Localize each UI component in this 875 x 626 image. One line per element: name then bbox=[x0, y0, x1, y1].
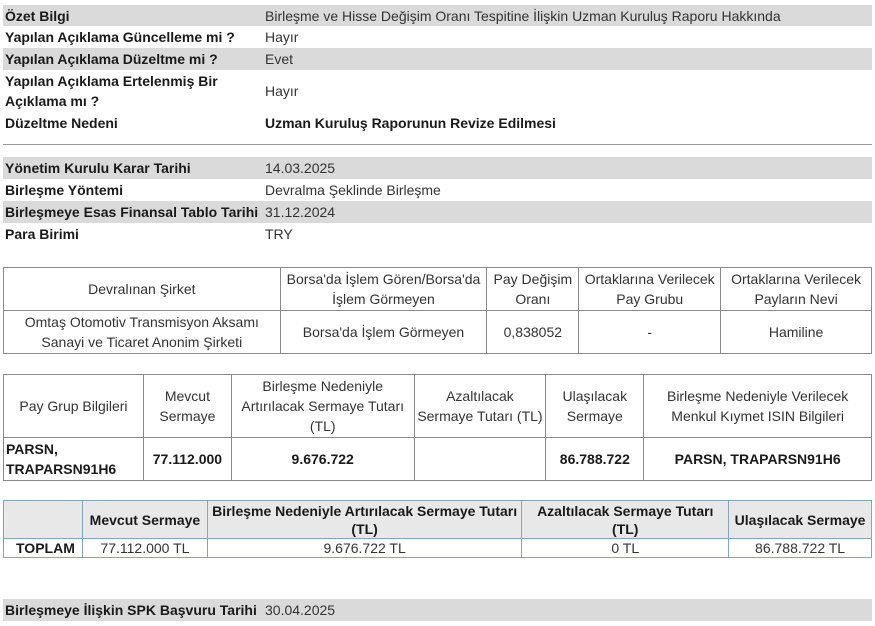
decision-label: Birleşme Yöntemi bbox=[5, 182, 124, 198]
summary-label-line: Açıklama mı ? bbox=[5, 93, 100, 109]
table-cell: - bbox=[579, 311, 721, 354]
column-header: Birleşme Nedeniyle Verilecek Menkul Kıymet ISIN Bilgileri bbox=[644, 375, 872, 438]
spk-section bbox=[3, 599, 872, 621]
summary-label: Yapılan Açıklama Düzeltme mi ? bbox=[5, 51, 218, 67]
table-cell: Borsa'da İşlem Görmeyen bbox=[280, 311, 487, 354]
decision-label: Para Birimi bbox=[5, 226, 79, 242]
decision-row-yontem bbox=[3, 179, 872, 201]
table-cell: 0,838052 bbox=[487, 311, 579, 354]
acquired-company-table bbox=[3, 267, 872, 354]
table-row bbox=[4, 311, 872, 354]
column-header: Mevcut Sermaye bbox=[82, 501, 207, 539]
summary-label-line: Yapılan Açıklama Ertelenmiş Bir bbox=[5, 73, 218, 89]
summary-label: Özet Bilgi bbox=[5, 7, 70, 24]
decision-value: TRY bbox=[265, 226, 293, 242]
table-cell: 9.676.722 bbox=[231, 438, 414, 481]
total-table bbox=[3, 500, 872, 558]
summary-row-ozet bbox=[3, 5, 872, 26]
decision-section bbox=[3, 157, 872, 245]
column-header: Devralınan Şirket bbox=[4, 268, 281, 311]
summary-label: Düzeltme Nedeni bbox=[5, 115, 118, 131]
summary-value: Birleşme ve Hisse Değişim Oranı Tespitine İlişkin Uzman Kuruluş Raporu Hakkında bbox=[265, 7, 781, 24]
column-header: Ulaşılacak Sermaye bbox=[729, 501, 872, 539]
section-divider bbox=[3, 144, 872, 145]
table-cell bbox=[414, 438, 546, 481]
summary-label: Yapılan Açıklama Güncelleme mi ? bbox=[5, 29, 235, 45]
column-header bbox=[4, 501, 83, 539]
summary-row-duzeltme bbox=[3, 48, 872, 70]
table-row bbox=[4, 539, 872, 558]
table-cell: 0 TL bbox=[522, 539, 729, 558]
table-cell: 86.788.722 bbox=[546, 438, 644, 481]
decision-value: 14.03.2025 bbox=[265, 160, 336, 176]
decision-row-para-birimi bbox=[3, 223, 872, 245]
column-header: Pay Değişim Oranı bbox=[487, 268, 579, 311]
column-header: Mevcut Sermaye bbox=[143, 375, 231, 438]
table-cell: 77.112.000 bbox=[143, 438, 231, 481]
column-header: Ulaşılacak Sermaye bbox=[546, 375, 644, 438]
decision-label: Yönetim Kurulu Karar Tarihi bbox=[5, 160, 191, 176]
summary-row-ertelenmis bbox=[3, 70, 872, 112]
share-group-table bbox=[3, 374, 872, 481]
table-header-row bbox=[4, 375, 872, 438]
column-header: Ortaklarına Verilecek Payların Nevi bbox=[721, 268, 872, 311]
column-header: Azaltılacak Sermaye Tutarı (TL) bbox=[522, 501, 729, 539]
decision-row-karar-tarihi bbox=[3, 157, 872, 179]
summary-section bbox=[3, 5, 872, 134]
table-header-row bbox=[4, 268, 872, 311]
column-header: Ortaklarına Verilecek Pay Grubu bbox=[579, 268, 721, 311]
summary-value: Uzman Kuruluş Raporunun Revize Edilmesi bbox=[265, 115, 556, 131]
summary-value: Hayır bbox=[265, 83, 299, 99]
total-row-label: TOPLAM bbox=[4, 539, 83, 558]
table-cell: Omtaş Otomotiv Transmisyon Aksamı Sanayi ve Ticaret Anonim Şirketi bbox=[4, 311, 281, 354]
column-header: Pay Grup Bilgileri bbox=[4, 375, 144, 438]
spk-row bbox=[3, 599, 872, 621]
summary-value: Hayır bbox=[265, 29, 299, 45]
table-cell: PARSN, TRAPARSN91H6 bbox=[4, 438, 144, 481]
table-row bbox=[4, 438, 872, 481]
table-cell: 86.788.722 TL bbox=[729, 539, 872, 558]
spk-value: 30.04.2025 bbox=[265, 602, 336, 618]
summary-row-guncelleme bbox=[3, 26, 872, 48]
decision-value: Devralma Şeklinde Birleşme bbox=[265, 182, 441, 198]
summary-label bbox=[3, 71, 261, 111]
column-header: Birleşme Nedeniyle Artırılacak Sermaye Tutarı (TL) bbox=[207, 501, 522, 539]
column-header: Azaltılacak Sermaye Tutarı (TL) bbox=[414, 375, 546, 438]
table-cell: 77.112.000 TL bbox=[82, 539, 207, 558]
column-header: Birleşme Nedeniyle Artırılacak Sermaye Tutarı (TL) bbox=[231, 375, 414, 438]
decision-label: Birleşmeye Esas Finansal Tablo Tarihi bbox=[5, 204, 259, 220]
summary-value: Evet bbox=[265, 51, 294, 67]
summary-row-duzeltme-nedeni bbox=[3, 112, 872, 134]
table-cell: PARSN, TRAPARSN91H6 bbox=[644, 438, 872, 481]
table-cell: Hamiline bbox=[721, 311, 872, 354]
spk-label: Birleşmeye İlişkin SPK Başvuru Tarihi bbox=[5, 602, 257, 618]
table-cell: 9.676.722 TL bbox=[207, 539, 522, 558]
decision-value: 31.12.2024 bbox=[265, 204, 336, 220]
table-header-row bbox=[4, 501, 872, 539]
column-header: Borsa'da İşlem Gören/Borsa'da İşlem Görmeyen bbox=[280, 268, 487, 311]
decision-row-finansal-tablo bbox=[3, 201, 872, 223]
